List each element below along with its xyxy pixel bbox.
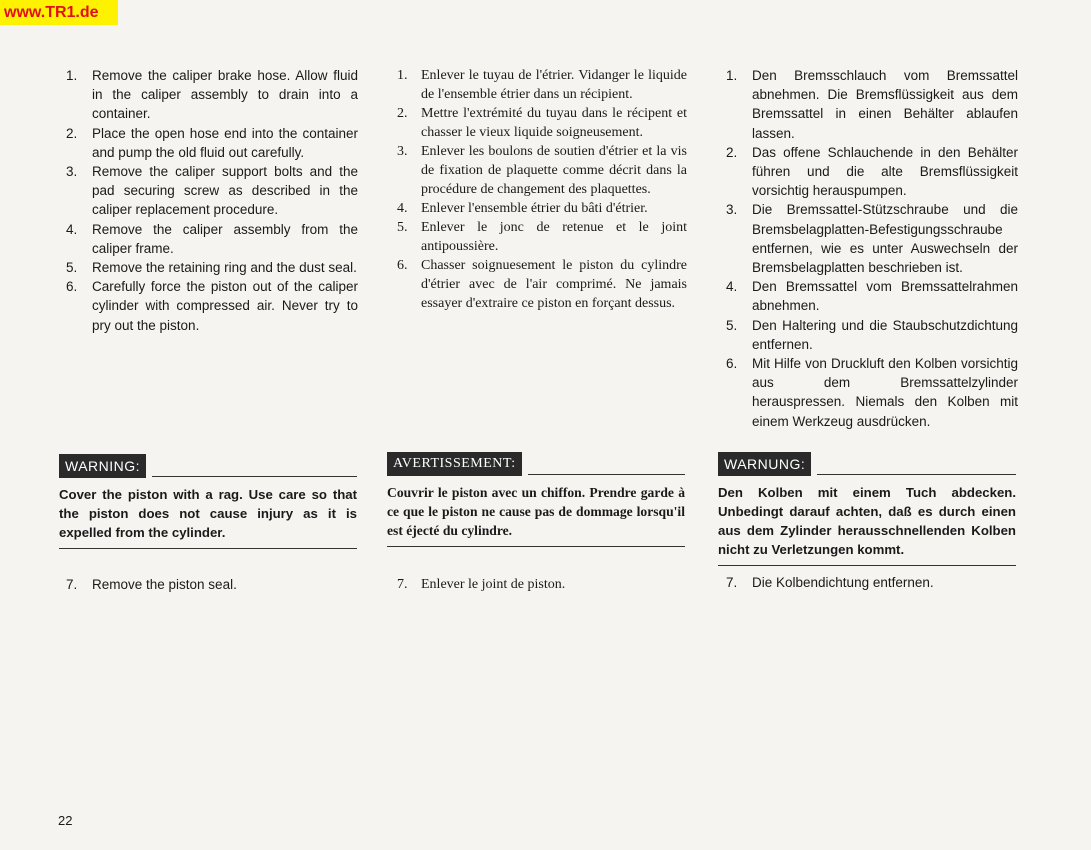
step-number: 7. <box>66 577 78 592</box>
steps-list-french <box>387 66 687 313</box>
step-number: 3. <box>66 164 78 180</box>
step-text: Enlever les boulons de soutien d'étrier et la vis de fixation de plaquette comme décrit dans la procédure de changement des plaquettes. <box>421 144 687 197</box>
step-number: 5. <box>726 317 738 333</box>
step-text: Remove the piston seal. <box>92 577 237 592</box>
step-item <box>387 142 687 199</box>
warning-box-french <box>387 450 685 547</box>
step-7-german <box>718 573 1018 592</box>
warning-rule <box>152 476 357 477</box>
step-number: 6. <box>726 356 738 372</box>
warning-box-english <box>59 452 357 549</box>
warning-box-german <box>718 450 1016 566</box>
steps-list-english <box>58 66 358 335</box>
step-number: 2. <box>397 106 408 121</box>
step-number: 4. <box>66 221 78 237</box>
warning-text: Cover the piston with a rag. Use care so that the piston does not cause injury as it is expelled from the cylinder. <box>59 478 357 549</box>
step-item <box>387 256 687 313</box>
step-text: Remove the retaining ring and the dust seal. <box>92 260 357 276</box>
step-text: Enlever l'ensemble étrier du bâti d'étrier. <box>421 201 648 216</box>
step-text: Den Haltering und die Staubschutzdichtung entfernen. <box>752 317 1018 352</box>
column-german <box>718 66 1018 431</box>
step-item <box>718 143 1018 201</box>
step-number: 1. <box>726 68 738 83</box>
step-text: Die Kolbendichtung entfernen. <box>752 575 934 590</box>
page-number: 22 <box>58 813 73 828</box>
warning-rule <box>528 474 685 475</box>
warning-header <box>387 450 685 476</box>
step-number: 2. <box>66 125 78 141</box>
step-number: 1. <box>66 68 78 83</box>
step-text: Remove the caliper assembly from the caliper frame. <box>92 221 358 256</box>
step-text: Chasser soignuesement le piston du cylindre d'étrier avec de l'air comprimé. Ne jamais essayer d'extraire ce piston en forçant dessus. <box>421 258 687 311</box>
column-english <box>58 66 358 335</box>
step-number: 6. <box>66 279 78 295</box>
step-text: Den Bremsschlauch vom Bremssattel abnehmen. Die Bremsflüssigkeit aus dem Bremssattel in einen Behälter ablaufen lassen. <box>752 68 1018 141</box>
step-item <box>718 354 1018 431</box>
warning-text: Couvrir le piston avec un chiffon. Prendre garde à ce que le piston ne cause pas de dommage lorsqu'il est éjecté du cylindre. <box>387 476 685 547</box>
warning-text: Den Kolben mit einem Tuch abdecken. Unbedingt darauf achten, daß es durch einen aus dem Zylinder herausschnellenden Kolben nicht zu Verletzungen kommt. <box>718 476 1016 566</box>
column-french <box>387 66 687 313</box>
step-item <box>718 316 1018 354</box>
step-item <box>58 124 358 162</box>
step-text: Place the open hose end into the container and pump the old fluid out carefully. <box>92 125 358 160</box>
step-text: Remove the caliper brake hose. Allow fluid in the caliper assembly to drain into a container. <box>92 68 358 122</box>
step-7-english <box>58 575 358 594</box>
step-text: Enlever le tuyau de l'étrier. Vidanger le liquide de l'ensemble étrier dans un récipient. <box>421 68 687 102</box>
warning-header <box>59 452 357 478</box>
step-number: 3. <box>397 144 408 159</box>
warning-header <box>718 450 1016 476</box>
step-text: Mettre l'extrémité du tuyau dans le récipent et chasser le vieux liquide soigneusement. <box>421 106 687 140</box>
step-text: Enlever le joint de piston. <box>421 577 566 592</box>
step-item <box>718 277 1018 315</box>
step-number: 5. <box>397 220 408 235</box>
steps-list-german <box>718 66 1018 431</box>
step-item <box>58 220 358 258</box>
step-item <box>387 199 687 218</box>
step-item <box>58 162 358 220</box>
step-text: Das offene Schlauchende in den Behälter führen und die alte Bremsflüssigkeit vorsichtig herauspumpen. <box>752 144 1018 199</box>
step-text: Die Bremssattel-Stützschraube und die Bremsbelagplatten-Befestigungsschraube entfernen, wie es unter Auswechseln der Bremsbelagplatten beschrieben ist. <box>752 202 1018 276</box>
step-number: 7. <box>397 577 408 592</box>
warning-label: WARNUNG: <box>718 452 811 476</box>
step-item <box>718 200 1018 277</box>
warning-rule <box>817 474 1016 475</box>
step-number: 1. <box>397 68 408 83</box>
step-text: Carefully force the piston out of the caliper cylinder with compressed air. Never try to pry out the piston. <box>92 279 358 333</box>
step-item <box>387 66 687 104</box>
step-number: 6. <box>397 258 408 273</box>
step-item <box>387 218 687 256</box>
step-number: 7. <box>726 575 738 590</box>
step-number: 4. <box>726 279 738 295</box>
step-7-french <box>387 575 687 594</box>
step-item <box>387 104 687 142</box>
step-text: Den Bremssattel vom Bremssattelrahmen abnehmen. <box>752 279 1018 314</box>
step-number: 3. <box>726 202 738 218</box>
step-text: Enlever le jonc de retenue et le joint antipoussière. <box>421 220 687 254</box>
step-item <box>58 277 358 335</box>
step-number: 5. <box>66 260 78 276</box>
step-item <box>718 66 1018 143</box>
step-text: Mit Hilfe von Druckluft den Kolben vorsichtig aus dem Bremssattelzylinder herauspressen. Niemals den Kolben mit einem Werkzeug ausdrücken. <box>752 356 1018 429</box>
warning-label: WARNING: <box>59 454 146 478</box>
step-item <box>58 66 358 124</box>
step-number: 4. <box>397 201 408 216</box>
step-item <box>58 258 358 277</box>
step-text: Remove the caliper support bolts and the pad securing screw as described in the caliper replacement procedure. <box>92 164 358 218</box>
watermark-logo: www.TR1.de <box>0 0 118 25</box>
step-number: 2. <box>726 144 738 160</box>
warning-label: AVERTISSEMENT: <box>387 452 522 476</box>
